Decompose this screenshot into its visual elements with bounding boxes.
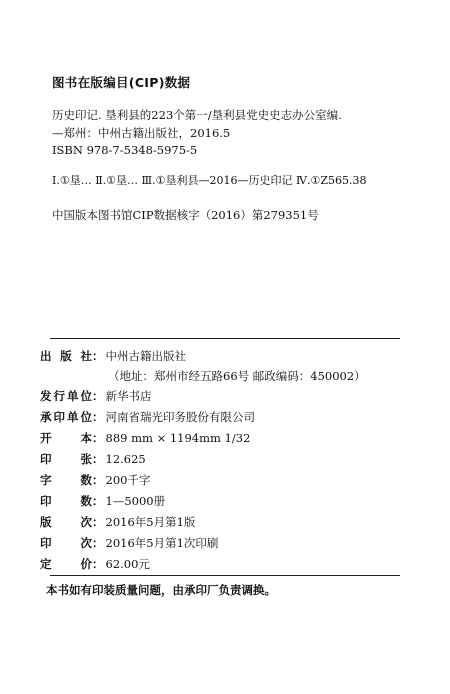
words-label: 字 数: [40, 473, 92, 487]
distributor-value: 新华书店: [105, 389, 152, 403]
row-printing: 印 次： 2016年5月第1次印刷: [40, 536, 219, 550]
distributor-label: 发行单位: [40, 389, 92, 403]
sheets-label: 印 张: [40, 452, 92, 466]
row-format: 开 本： 889 mm × 1194mm 1/32: [40, 431, 251, 445]
edition-label: 版 次: [40, 515, 92, 529]
row-distributor: 发行单位： 新华书店: [40, 389, 152, 403]
price-value: 62.00元: [105, 557, 150, 571]
cip-heading: 图书在版编目(CIP)数据: [52, 75, 191, 90]
publisher-value: 中州古籍出版社: [105, 349, 186, 363]
printer-label: 承印单位: [40, 410, 92, 424]
format-label: 开 本: [40, 431, 92, 445]
copies-value: 1—5000册: [105, 494, 166, 508]
words-value: 200千字: [105, 473, 151, 487]
cip-line-title: 历史印记. 垦利县的223个第一/垦利县党史史志办公室编.: [52, 108, 342, 122]
edition-value: 2016年5月第1版: [105, 515, 196, 529]
row-price: 定 价： 62.00元: [40, 557, 150, 571]
divider-bottom: [50, 575, 400, 576]
row-copies: 印 数： 1—5000册: [40, 494, 166, 508]
cip-line-isbn: ISBN 978-7-5348-5975-5: [52, 143, 198, 157]
row-words: 字 数： 200千字: [40, 473, 151, 487]
publisher-address: （地址：郑州市经五路66号 邮政编码：450002）: [108, 369, 366, 383]
row-sheets: 印 张： 12.625: [40, 452, 146, 466]
format-value: 889 mm × 1194mm 1/32: [105, 431, 251, 445]
row-edition: 版 次： 2016年5月第1版: [40, 515, 196, 529]
row-publisher: 出 版 社： 中州古籍出版社: [40, 349, 186, 363]
row-printer: 承印单位： 河南省瑞光印务股份有限公司: [40, 410, 255, 424]
printer-value: 河南省瑞光印务股份有限公司: [105, 410, 255, 424]
printing-label: 印 次: [40, 536, 92, 550]
cip-line-number: 中国版本图书馆CIP数据核字（2016）第279351号: [52, 208, 319, 222]
price-label: 定 价: [40, 557, 92, 571]
sheets-value: 12.625: [105, 452, 146, 466]
divider-top: [50, 338, 400, 339]
publisher-label: 出 版 社: [40, 349, 92, 363]
copies-label: 印 数: [40, 494, 92, 508]
cip-line-classification: Ⅰ.①垦… Ⅱ.①垦… Ⅲ.①垦利县—2016—历史印记 Ⅳ.①Z565.38: [52, 174, 367, 187]
printing-value: 2016年5月第1次印刷: [105, 536, 219, 550]
quality-notice: 本书如有印装质量问题，由承印厂负责调换。: [46, 583, 276, 597]
cip-line-publisher: —郑州：中州古籍出版社，2016.5: [52, 126, 231, 140]
